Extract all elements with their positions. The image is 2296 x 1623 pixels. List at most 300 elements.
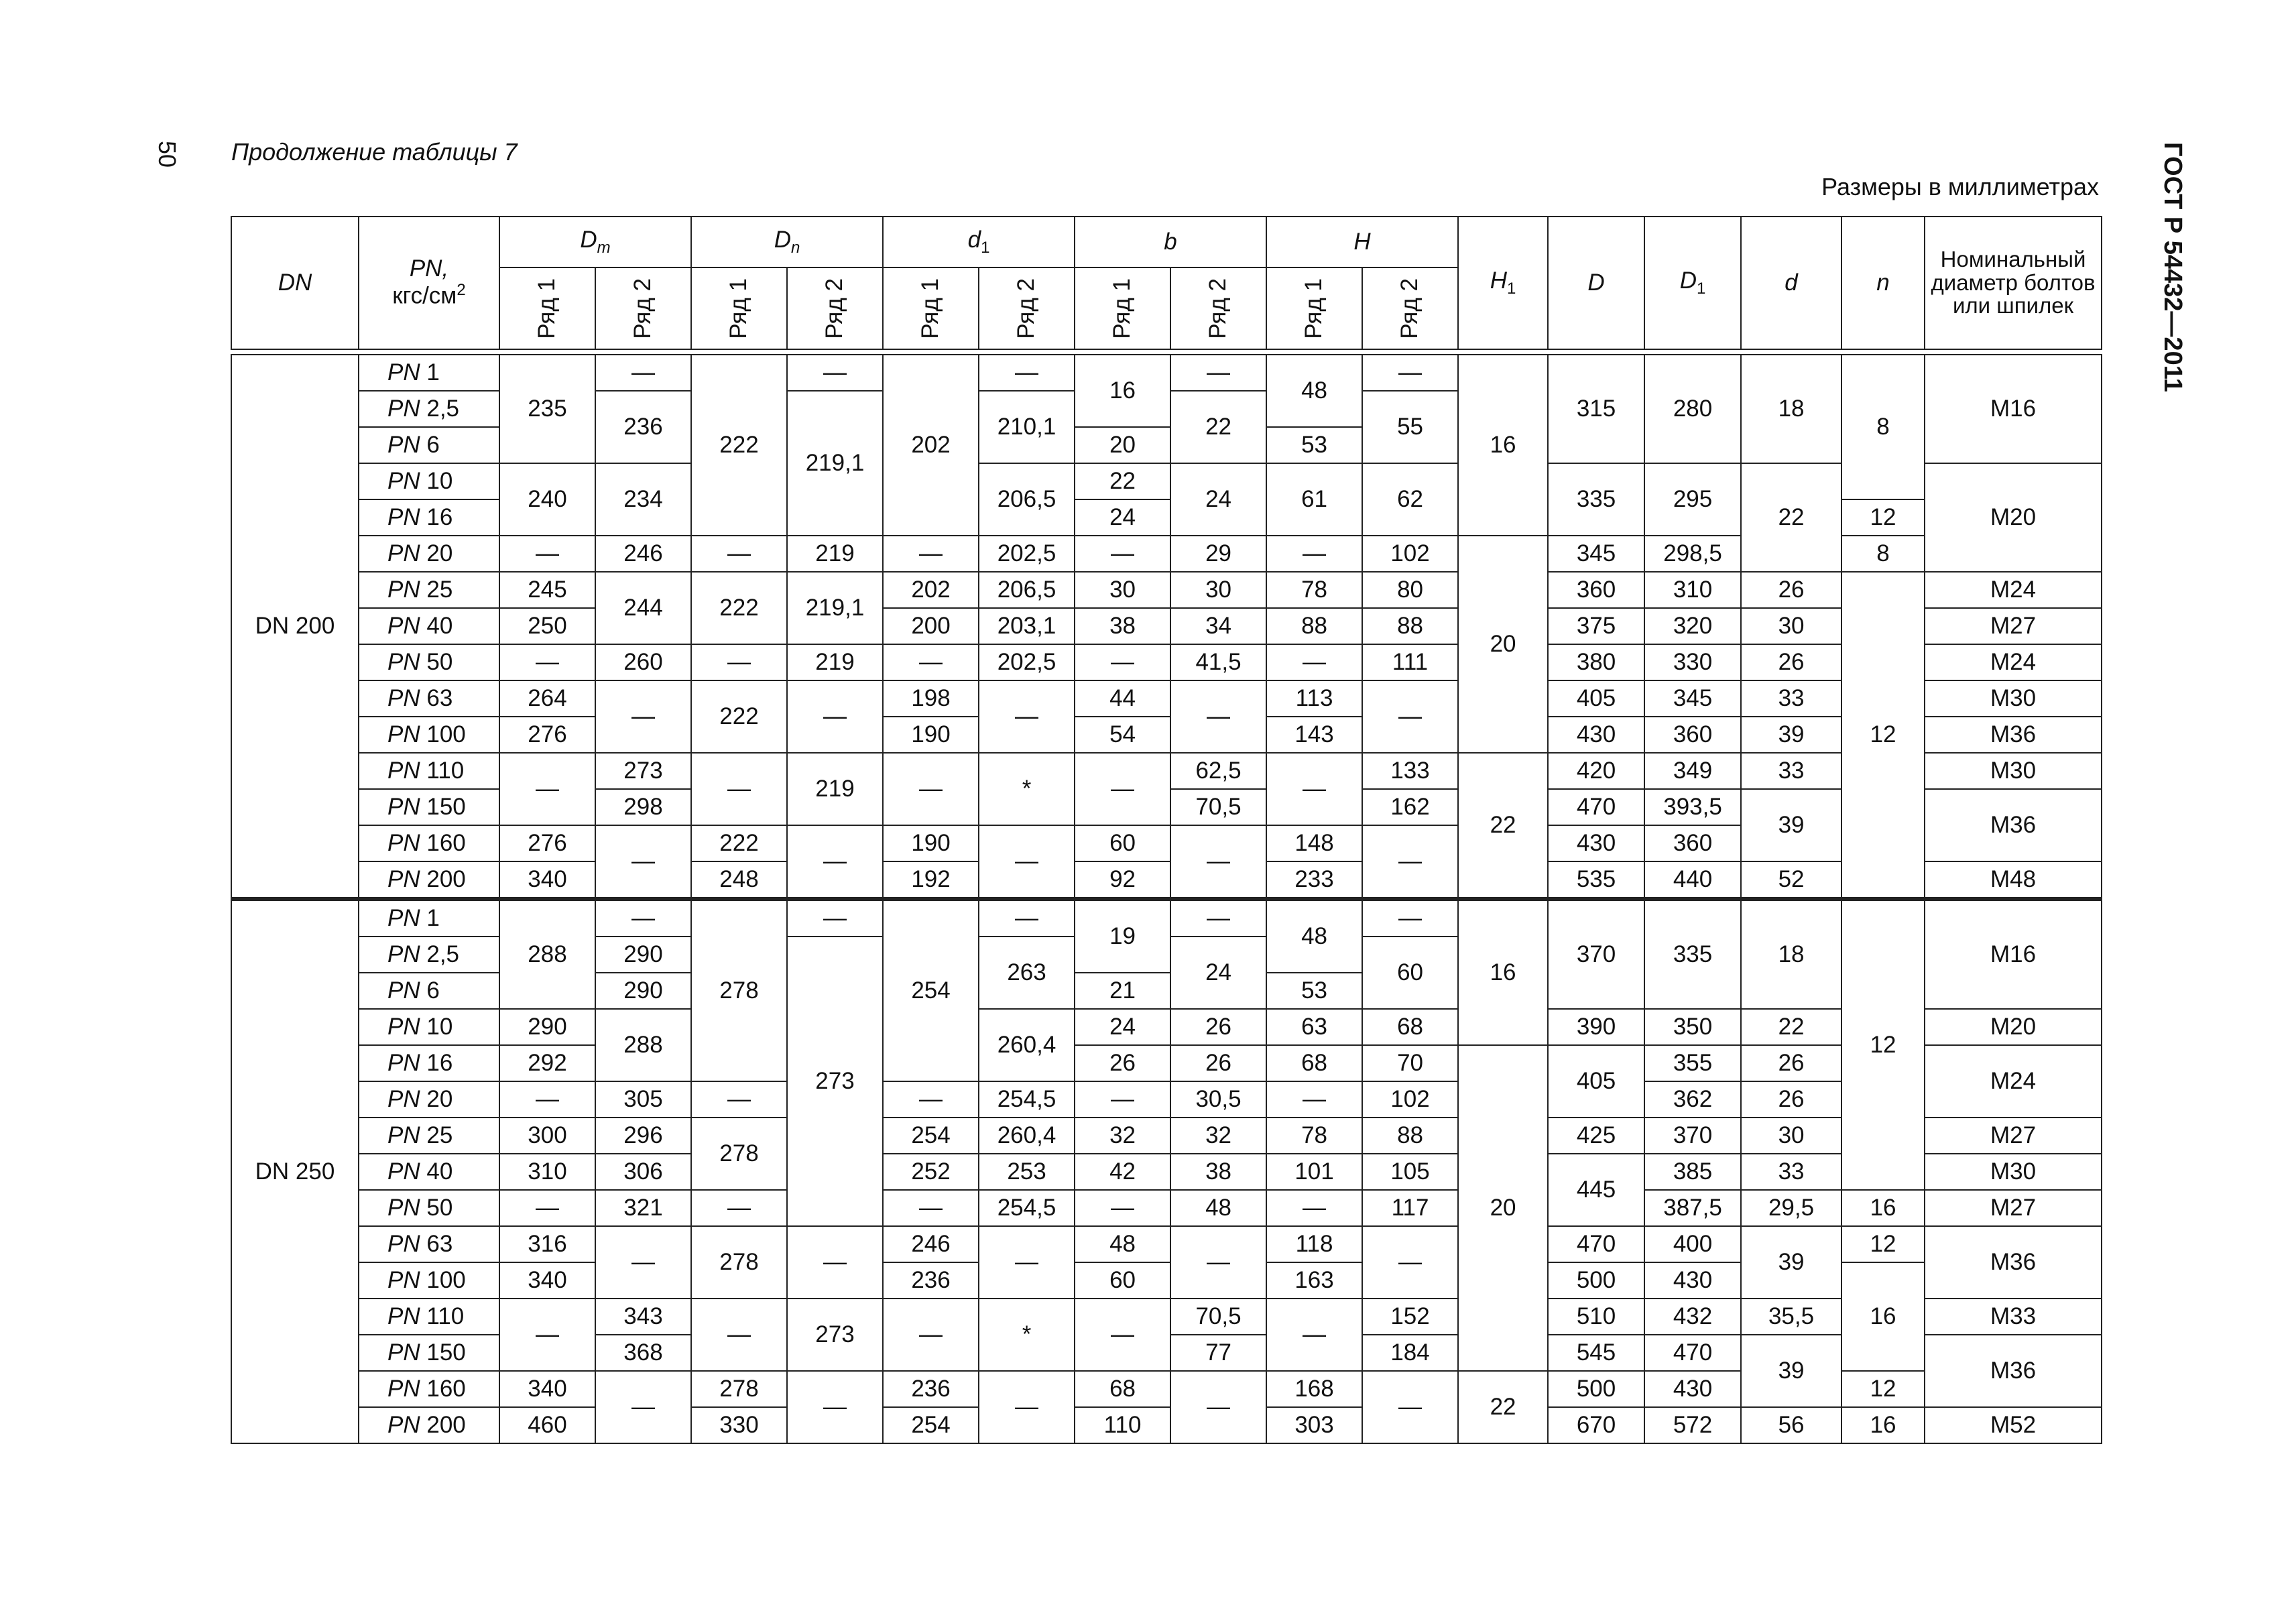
- cell: 16: [1075, 355, 1170, 427]
- pn-cell: PN 200: [359, 861, 499, 899]
- cell: 360: [1548, 572, 1644, 608]
- header-d: d: [1741, 217, 1841, 349]
- cell: 310: [499, 1154, 595, 1190]
- cell: —: [691, 753, 787, 825]
- header-row1: Ряд 1: [1266, 267, 1362, 349]
- cell: —: [1170, 680, 1266, 753]
- cell: —: [595, 680, 691, 753]
- cell: —: [1362, 355, 1458, 391]
- cell: 39: [1741, 1226, 1841, 1299]
- cell: 273: [787, 937, 883, 1226]
- cell: 362: [1644, 1081, 1741, 1118]
- cell: 545: [1548, 1335, 1644, 1371]
- cell: 254: [883, 899, 979, 1081]
- cell: 24: [1170, 937, 1266, 1009]
- cell: 375: [1548, 608, 1644, 644]
- group-dn250: [231, 899, 2102, 1443]
- cell: 252: [883, 1154, 979, 1190]
- cell: 370: [1548, 899, 1644, 1009]
- cell: 440: [1644, 861, 1741, 899]
- header-row2: Ряд 2: [787, 267, 883, 349]
- cell: 290: [595, 973, 691, 1009]
- cell: —: [1075, 1299, 1170, 1371]
- cell: 29: [1170, 536, 1266, 572]
- cell: М27: [1925, 608, 2102, 644]
- cell: 52: [1741, 861, 1841, 899]
- cell: —: [1170, 1226, 1266, 1299]
- cell: 8: [1841, 536, 1925, 572]
- cell: 30: [1741, 608, 1841, 644]
- cell: —: [691, 1299, 787, 1371]
- cell: —: [1266, 1299, 1362, 1371]
- cell: 78: [1266, 1118, 1362, 1154]
- cell: 264: [499, 680, 595, 717]
- cell: 670: [1548, 1407, 1644, 1443]
- flange-dimensions-table: [231, 216, 2102, 1444]
- cell: 260,4: [979, 1118, 1075, 1154]
- cell: 143: [1266, 717, 1362, 753]
- cell: 32: [1075, 1118, 1170, 1154]
- cell: 276: [499, 717, 595, 753]
- cell: 105: [1362, 1154, 1458, 1190]
- cell: 349: [1644, 753, 1741, 789]
- cell: 152: [1362, 1299, 1458, 1335]
- cell: 39: [1741, 789, 1841, 861]
- cell: М48: [1925, 861, 2102, 899]
- header-b: b: [1075, 217, 1266, 267]
- cell: 198: [883, 680, 979, 717]
- cell: 33: [1741, 753, 1841, 789]
- cell: 22: [1075, 463, 1170, 499]
- header-row1: Ряд 1: [691, 267, 787, 349]
- cell: 298,5: [1644, 536, 1741, 572]
- cell: 335: [1644, 899, 1741, 1009]
- header-bolt: Номинальный диаметр болтов или шпилек: [1925, 217, 2102, 349]
- cell: 92: [1075, 861, 1170, 899]
- header-d1: $d_1$: [883, 217, 1075, 267]
- cell: 53: [1266, 973, 1362, 1009]
- cell: 22: [1741, 463, 1841, 572]
- cell: 219: [787, 753, 883, 825]
- cell: —: [1266, 753, 1362, 825]
- cell: 290: [595, 937, 691, 973]
- cell: 405: [1548, 1045, 1644, 1118]
- cell: 78: [1266, 572, 1362, 608]
- cell: 19: [1075, 899, 1170, 973]
- cell: 405: [1548, 680, 1644, 717]
- cell: 470: [1548, 1226, 1644, 1262]
- pn-cell: PN 6: [359, 973, 499, 1009]
- cell: 53: [1266, 427, 1362, 463]
- cell: 306: [595, 1154, 691, 1190]
- pn-cell: PN 10: [359, 1009, 499, 1045]
- cell: 190: [883, 825, 979, 861]
- cell: 20: [1075, 427, 1170, 463]
- cell: —: [1266, 1081, 1362, 1118]
- cell: 343: [595, 1299, 691, 1335]
- cell: М20: [1925, 1009, 2102, 1045]
- cell: 235: [499, 355, 595, 463]
- cell: —: [979, 825, 1075, 899]
- pn-cell: PN 25: [359, 1118, 499, 1154]
- cell: 68: [1362, 1009, 1458, 1045]
- cell: —: [883, 753, 979, 825]
- cell: 42: [1075, 1154, 1170, 1190]
- cell: 345: [1548, 536, 1644, 572]
- cell: 253: [979, 1154, 1075, 1190]
- cell: 16: [1458, 355, 1548, 536]
- header-row2: Ряд 2: [595, 267, 691, 349]
- cell: М27: [1925, 1190, 2102, 1226]
- cell: 535: [1548, 861, 1644, 899]
- cell: 21: [1075, 973, 1170, 1009]
- cell: 460: [499, 1407, 595, 1443]
- cell: —: [499, 1190, 595, 1226]
- cell: 26: [1170, 1009, 1266, 1045]
- header-dn: DN: [231, 217, 359, 349]
- header-row1: Ряд 1: [499, 267, 595, 349]
- cell: 38: [1170, 1154, 1266, 1190]
- cell: 26: [1741, 644, 1841, 680]
- cell: 219: [787, 536, 883, 572]
- cell: 18: [1741, 355, 1841, 463]
- cell: 16: [1458, 899, 1548, 1045]
- cell: 310: [1644, 572, 1741, 608]
- cell: 206,5: [979, 572, 1075, 608]
- header-dn-inner: $D_n$: [691, 217, 883, 267]
- units-note: Размеры в миллиметрах: [1821, 173, 2099, 200]
- cell: 420: [1548, 753, 1644, 789]
- cell: —: [1266, 536, 1362, 572]
- pn-cell: PN 1: [359, 355, 499, 391]
- cell: 68: [1266, 1045, 1362, 1081]
- cell: 260: [595, 644, 691, 680]
- cell: 295: [1644, 463, 1741, 536]
- cell: М36: [1925, 1335, 2102, 1407]
- cell: 88: [1266, 608, 1362, 644]
- cell: 273: [595, 753, 691, 789]
- cell: 26: [1741, 1045, 1841, 1081]
- cell: М24: [1925, 572, 2102, 608]
- cell: 12: [1841, 499, 1925, 536]
- cell: 16: [1841, 1190, 1925, 1226]
- cell: 26: [1075, 1045, 1170, 1081]
- cell: 345: [1644, 680, 1741, 717]
- cell: 18: [1741, 899, 1841, 1009]
- cell: —: [499, 1299, 595, 1371]
- cell: —: [979, 680, 1075, 753]
- cell: 393,5: [1644, 789, 1741, 825]
- dn-label: DN 250: [231, 899, 359, 1443]
- cell: 276: [499, 825, 595, 861]
- header-D1: $D_1$: [1644, 217, 1741, 349]
- table-caption: Продолжение таблицы 7: [231, 138, 518, 166]
- cell: —: [883, 644, 979, 680]
- cell: —: [1075, 1190, 1170, 1226]
- cell: 316: [499, 1226, 595, 1262]
- cell: М33: [1925, 1299, 2102, 1335]
- cell: 12: [1841, 1371, 1925, 1407]
- cell: —: [499, 644, 595, 680]
- cell: 48: [1170, 1190, 1266, 1226]
- cell: 30: [1741, 1118, 1841, 1154]
- standard-code: ГОСТ Р 54432—2011: [2159, 142, 2187, 392]
- cell: —: [979, 1371, 1075, 1443]
- cell: —: [1170, 355, 1266, 391]
- cell: 470: [1644, 1335, 1741, 1371]
- cell: 233: [1266, 861, 1362, 899]
- cell: 38: [1075, 608, 1170, 644]
- cell: 118: [1266, 1226, 1362, 1262]
- cell: 32: [1170, 1118, 1266, 1154]
- cell: *: [979, 1299, 1075, 1371]
- cell: 430: [1644, 1371, 1741, 1407]
- cell: 510: [1548, 1299, 1644, 1335]
- cell: 70,5: [1170, 1299, 1266, 1335]
- cell: 246: [595, 536, 691, 572]
- cell: —: [499, 1081, 595, 1118]
- cell: 248: [691, 861, 787, 899]
- cell: 321: [595, 1190, 691, 1226]
- header-pn: PN, кгс/$см^2$: [359, 217, 499, 349]
- cell: М27: [1925, 1118, 2102, 1154]
- cell: 24: [1075, 499, 1170, 536]
- header-n: n: [1841, 217, 1925, 349]
- pn-cell: PN 40: [359, 1154, 499, 1190]
- cell: 16: [1841, 1407, 1925, 1443]
- cell: 390: [1548, 1009, 1644, 1045]
- cell: 470: [1548, 789, 1644, 825]
- cell: 68: [1075, 1371, 1170, 1407]
- cell: —: [787, 825, 883, 899]
- cell: 22: [1170, 391, 1266, 463]
- cell: 29,5: [1741, 1190, 1841, 1226]
- cell: 263: [979, 937, 1075, 1009]
- cell: —: [1266, 644, 1362, 680]
- cell: 24: [1170, 463, 1266, 536]
- cell: 222: [691, 680, 787, 753]
- header-h1: $H_1$: [1458, 217, 1548, 349]
- pn-cell: PN 16: [359, 499, 499, 536]
- header-dm: $D_m$: [499, 217, 691, 267]
- cell: —: [1362, 825, 1458, 899]
- pn-cell: PN 160: [359, 1371, 499, 1407]
- cell: 254: [883, 1407, 979, 1443]
- cell: —: [1075, 644, 1170, 680]
- cell: 60: [1075, 825, 1170, 861]
- pn-cell: PN 100: [359, 717, 499, 753]
- cell: 254,5: [979, 1190, 1075, 1226]
- pn-cell: PN 2,5: [359, 937, 499, 973]
- cell: 387,5: [1644, 1190, 1741, 1226]
- cell: 192: [883, 861, 979, 899]
- cell: 70: [1362, 1045, 1458, 1081]
- cell: М52: [1925, 1407, 2102, 1443]
- cell: 219,1: [787, 391, 883, 536]
- cell: 184: [1362, 1335, 1458, 1371]
- cell: 110: [1075, 1407, 1170, 1443]
- cell: 12: [1841, 572, 1925, 899]
- cell: —: [1362, 899, 1458, 937]
- cell: 63: [1266, 1009, 1362, 1045]
- cell: —: [787, 1226, 883, 1299]
- pn-cell: PN 6: [359, 427, 499, 463]
- header-h: H: [1266, 217, 1458, 267]
- cell: 219: [787, 644, 883, 680]
- cell: М30: [1925, 680, 2102, 717]
- cell: —: [595, 1371, 691, 1443]
- cell: 430: [1644, 1262, 1741, 1299]
- cell: 111: [1362, 644, 1458, 680]
- cell: —: [787, 899, 883, 937]
- cell: —: [499, 753, 595, 825]
- cell: 202: [883, 572, 979, 608]
- cell: —: [787, 680, 883, 753]
- cell: —: [1170, 825, 1266, 899]
- pn-cell: PN 2,5: [359, 391, 499, 427]
- cell: —: [979, 1226, 1075, 1299]
- cell: М36: [1925, 789, 2102, 861]
- cell: 355: [1644, 1045, 1741, 1081]
- cell: —: [979, 355, 1075, 391]
- cell: 148: [1266, 825, 1362, 861]
- cell: 296: [595, 1118, 691, 1154]
- cell: 246: [883, 1226, 979, 1262]
- cell: 222: [691, 825, 787, 861]
- cell: 290: [499, 1009, 595, 1045]
- pn-cell: PN 10: [359, 463, 499, 499]
- cell: 280: [1644, 355, 1741, 463]
- cell: 320: [1644, 608, 1741, 644]
- header-row1: Ряд 1: [883, 267, 979, 349]
- cell: 30: [1170, 572, 1266, 608]
- cell: 240: [499, 463, 595, 536]
- cell: 190: [883, 717, 979, 753]
- cell: М20: [1925, 463, 2102, 572]
- cell: 236: [883, 1371, 979, 1407]
- cell: 88: [1362, 1118, 1458, 1154]
- header-row2: Ряд 2: [1362, 267, 1458, 349]
- cell: 400: [1644, 1226, 1741, 1262]
- group-dn200: [231, 355, 2102, 899]
- pn-cell: PN 20: [359, 1081, 499, 1118]
- cell: 330: [691, 1407, 787, 1443]
- cell: 288: [499, 899, 595, 1009]
- pn-cell: PN 1: [359, 899, 499, 937]
- cell: 117: [1362, 1190, 1458, 1226]
- cell: 12: [1841, 899, 1925, 1190]
- cell: М30: [1925, 753, 2102, 789]
- pn-cell: PN 100: [359, 1262, 499, 1299]
- cell: 245: [499, 572, 595, 608]
- cell: 210,1: [979, 391, 1075, 463]
- cell: 303: [1266, 1407, 1362, 1443]
- cell: —: [1170, 899, 1266, 937]
- cell: 39: [1741, 1335, 1841, 1407]
- cell: 254,5: [979, 1081, 1075, 1118]
- cell: М36: [1925, 1226, 2102, 1299]
- cell: 300: [499, 1118, 595, 1154]
- cell: *: [979, 753, 1075, 825]
- cell: 77: [1170, 1335, 1266, 1371]
- cell: 278: [691, 1371, 787, 1407]
- cell: 113: [1266, 680, 1362, 717]
- cell: —: [691, 1190, 787, 1226]
- cell: 80: [1362, 572, 1458, 608]
- cell: 39: [1741, 717, 1841, 753]
- cell: М36: [1925, 717, 2102, 753]
- cell: 254: [883, 1118, 979, 1154]
- cell: 203,1: [979, 608, 1075, 644]
- cell: 70,5: [1170, 789, 1266, 825]
- cell: 56: [1741, 1407, 1841, 1443]
- pn-cell: PN 150: [359, 1335, 499, 1371]
- cell: 35,5: [1741, 1299, 1841, 1335]
- cell: 30: [1075, 572, 1170, 608]
- cell: 168: [1266, 1371, 1362, 1407]
- header-row1: Ряд 1: [1075, 267, 1170, 349]
- cell: 315: [1548, 355, 1644, 463]
- page-number: 50: [154, 141, 181, 168]
- cell: 385: [1644, 1154, 1741, 1190]
- cell: —: [883, 1190, 979, 1226]
- cell: —: [691, 536, 787, 572]
- cell: М24: [1925, 644, 2102, 680]
- cell: 200: [883, 608, 979, 644]
- cell: 425: [1548, 1118, 1644, 1154]
- cell: 163: [1266, 1262, 1362, 1299]
- cell: 16: [1841, 1262, 1925, 1371]
- cell: —: [1075, 753, 1170, 825]
- cell: —: [1075, 536, 1170, 572]
- cell: 250: [499, 608, 595, 644]
- cell: 62,5: [1170, 753, 1266, 789]
- cell: 22: [1458, 1371, 1548, 1443]
- cell: —: [1362, 680, 1458, 753]
- header-D: D: [1548, 217, 1644, 349]
- cell: 48: [1075, 1226, 1170, 1262]
- cell: —: [691, 644, 787, 680]
- cell: 162: [1362, 789, 1458, 825]
- cell: 298: [595, 789, 691, 825]
- cell: —: [787, 355, 883, 391]
- cell: 206,5: [979, 463, 1075, 536]
- cell: 60: [1075, 1262, 1170, 1299]
- cell: 26: [1170, 1045, 1266, 1081]
- cell: 34: [1170, 608, 1266, 644]
- cell: —: [595, 1226, 691, 1299]
- cell: 273: [787, 1299, 883, 1371]
- pn-cell: PN 40: [359, 608, 499, 644]
- cell: —: [1170, 1371, 1266, 1443]
- cell: М30: [1925, 1154, 2102, 1190]
- cell: 48: [1266, 899, 1362, 973]
- cell: 288: [595, 1009, 691, 1081]
- dn-label: DN 200: [231, 355, 359, 899]
- cell: 335: [1548, 463, 1644, 536]
- cell: 350: [1644, 1009, 1741, 1045]
- cell: 101: [1266, 1154, 1362, 1190]
- cell: 61: [1266, 463, 1362, 536]
- cell: 330: [1644, 644, 1741, 680]
- cell: 260,4: [979, 1009, 1075, 1081]
- cell: 292: [499, 1045, 595, 1081]
- cell: 222: [691, 572, 787, 644]
- cell: 360: [1644, 717, 1741, 753]
- cell: 202,5: [979, 644, 1075, 680]
- cell: М16: [1925, 355, 2102, 463]
- pn-cell: PN 63: [359, 680, 499, 717]
